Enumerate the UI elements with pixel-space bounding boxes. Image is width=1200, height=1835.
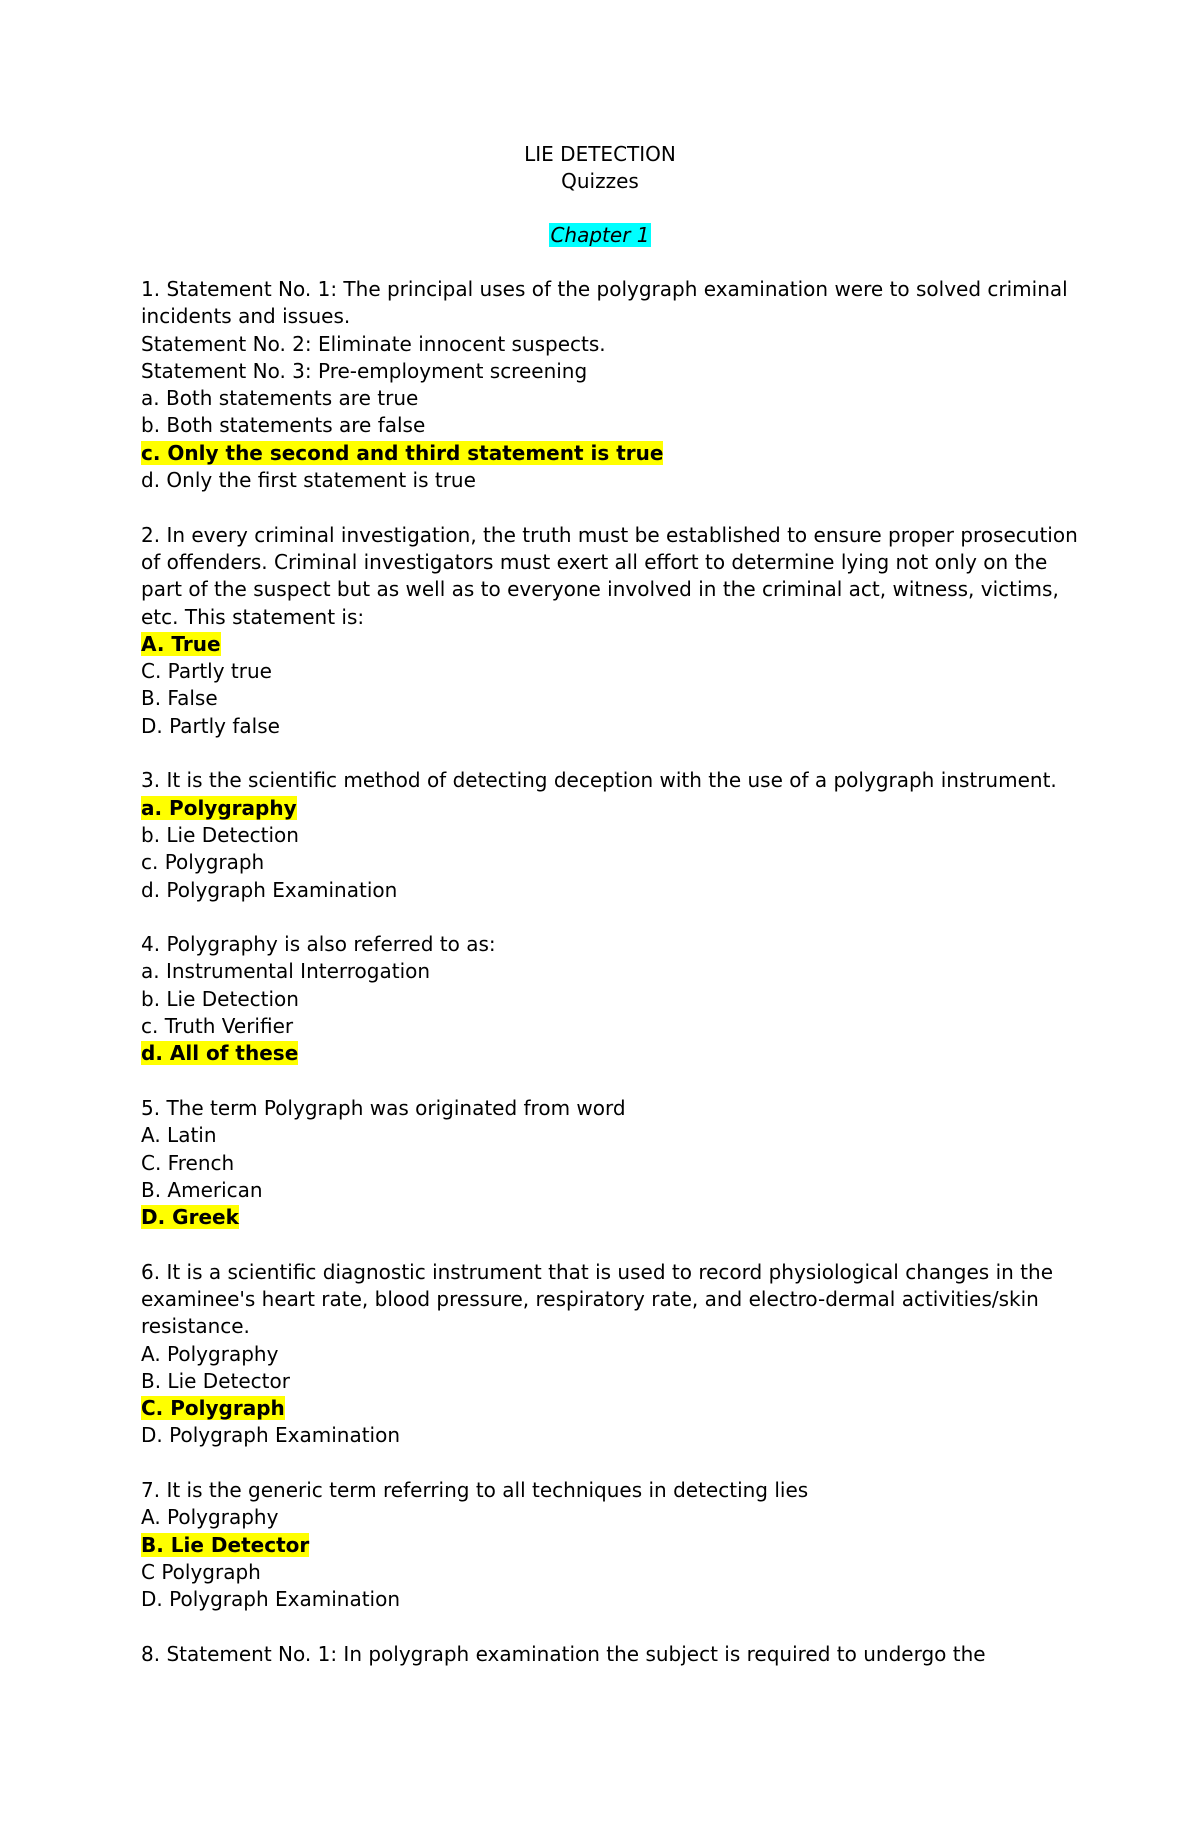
correct-answer-option — [141, 795, 1081, 822]
question-block — [141, 1095, 1081, 1231]
answer-option — [141, 1122, 1081, 1149]
option-text: c. Polygraph — [141, 850, 265, 875]
answer-option — [141, 685, 1081, 712]
option-text: A. True — [141, 631, 221, 656]
correct-answer-option — [141, 1040, 1081, 1067]
question-text: 6. It is a scientific diagnostic instrument that is used to record physiological changes in the examinee's heart rate, blood pressure, respiratory rate, and electro-dermal activities/skin resistance. — [141, 1259, 1053, 1339]
option-text: b. Lie Detection — [141, 822, 299, 847]
question-block — [141, 1477, 1081, 1613]
question-block — [141, 767, 1081, 903]
option-text: A. Polygraphy — [141, 1341, 279, 1366]
option-text: c. Truth Verifier — [141, 1014, 294, 1039]
question-block — [141, 1259, 1081, 1450]
option-text: b. Lie Detection — [141, 986, 299, 1011]
question-text: 4. Polygraphy is also referred to as: — [141, 932, 496, 957]
option-text: d. Only the first statement is true — [141, 468, 476, 493]
answer-option — [141, 1368, 1081, 1395]
option-text: B. Lie Detector — [141, 1532, 310, 1557]
correct-answer-option — [141, 1395, 1081, 1422]
answer-option — [141, 1422, 1081, 1449]
document-subtitle: Quizzes — [561, 169, 639, 193]
option-text: C Polygraph — [141, 1559, 261, 1584]
question-text: 3. It is the scientific method of detecting deception with the use of a polygraph instrument. — [141, 768, 1057, 793]
correct-answer-option — [141, 1532, 1081, 1559]
answer-option — [141, 467, 1081, 494]
answer-option — [141, 877, 1081, 904]
option-text: d. All of these — [141, 1041, 299, 1066]
option-text: B. American — [141, 1177, 263, 1202]
question-block — [141, 522, 1081, 740]
answer-option — [141, 1586, 1081, 1613]
quiz-content — [141, 276, 1081, 1695]
answer-option — [141, 713, 1081, 740]
chapter-heading — [0, 222, 1200, 249]
correct-answer-option — [141, 440, 1081, 467]
question-block — [141, 1641, 1081, 1668]
question-text: Statement No. 2: Eliminate innocent suspects. — [141, 331, 606, 356]
answer-option — [141, 849, 1081, 876]
option-text: a. Both statements are true — [141, 386, 419, 411]
answer-option — [141, 658, 1081, 685]
answer-option — [141, 958, 1081, 985]
answer-option — [141, 1013, 1081, 1040]
correct-answer-option — [141, 631, 1081, 658]
option-text: c. Only the second and third statement is true — [141, 440, 664, 465]
question-text: 5. The term Polygraph was originated from word — [141, 1095, 626, 1120]
option-text: a. Polygraphy — [141, 795, 297, 820]
answer-option — [141, 1559, 1081, 1586]
answer-option — [141, 1504, 1081, 1531]
question-text: 7. It is the generic term referring to all techniques in detecting lies — [141, 1478, 809, 1503]
answer-option — [141, 1150, 1081, 1177]
option-text: A. Polygraphy — [141, 1505, 279, 1530]
document-header — [0, 141, 1200, 195]
answer-option — [141, 986, 1081, 1013]
chapter-label: Chapter 1 — [550, 223, 650, 247]
option-text: D. Polygraph Examination — [141, 1587, 401, 1612]
option-text: B. Lie Detector — [141, 1368, 290, 1393]
option-text: D. Polygraph Examination — [141, 1423, 401, 1448]
option-text: C. Polygraph — [141, 1396, 285, 1421]
option-text: D. Partly false — [141, 713, 280, 738]
option-text: d. Polygraph Examination — [141, 877, 398, 902]
question-text: 1. Statement No. 1: The principal uses of the polygraph examination were to solved criminal incidents and issues. — [141, 277, 1068, 329]
correct-answer-option — [141, 1204, 1081, 1231]
document-title: LIE DETECTION — [524, 142, 676, 166]
answer-option — [141, 385, 1081, 412]
question-block — [141, 931, 1081, 1067]
option-text: B. False — [141, 686, 218, 711]
question-text: 2. In every criminal investigation, the truth must be established to ensure proper prosecution of offenders. Criminal investigators must exert all effort to determine lying not only on the part of the suspect but as well as to everyone involved in the criminal act, witness, victims, etc. This statement is: — [141, 522, 1078, 629]
question-text: 8. Statement No. 1: In polygraph examination the subject is required to undergo the — [141, 1641, 986, 1666]
answer-option — [141, 1177, 1081, 1204]
question-text: Statement No. 3: Pre-employment screening — [141, 358, 588, 383]
option-text: b. Both statements are false — [141, 413, 426, 438]
answer-option — [141, 1341, 1081, 1368]
question-block — [141, 276, 1081, 494]
answer-option — [141, 822, 1081, 849]
option-text: C. Partly true — [141, 659, 272, 684]
answer-option — [141, 412, 1081, 439]
option-text: D. Greek — [141, 1205, 239, 1230]
option-text: A. Latin — [141, 1123, 217, 1148]
option-text: a. Instrumental Interrogation — [141, 959, 431, 984]
option-text: C. French — [141, 1150, 235, 1175]
